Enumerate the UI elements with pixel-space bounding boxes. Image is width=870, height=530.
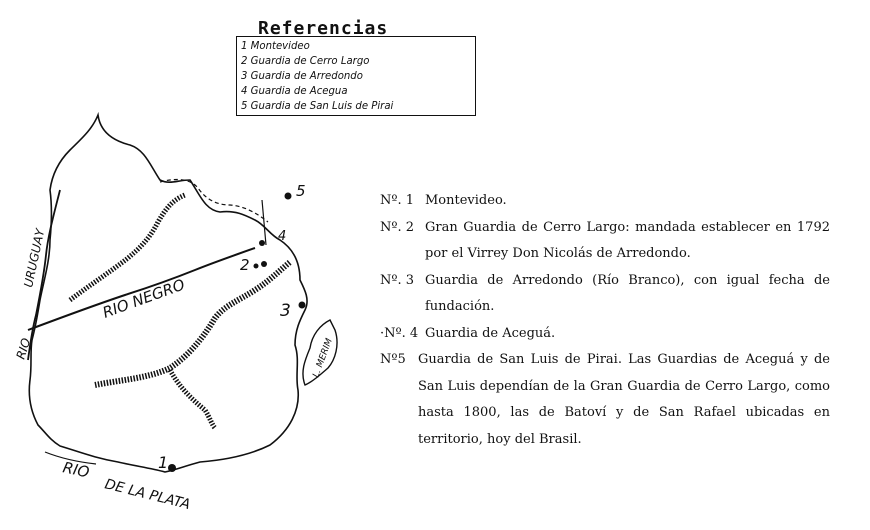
legend-number: ·Nº. 4 <box>380 325 419 341</box>
marker-5-label: 5 <box>296 182 306 200</box>
marker-2b-dot <box>254 264 259 269</box>
reference-item: 1 Montevideo <box>241 39 310 52</box>
legend-description: Montevideo. <box>425 193 507 208</box>
legend-entry-1 <box>380 188 830 215</box>
legend-description: Guardia de San Luis de Pirai. Las Guardias de Aceguá y de San Luis dependían de la Gran Guardia de Cerro Largo, como hasta 1800, las de Batoví y de San Rafael ubicadas en territorio, hoy del Brasil. <box>418 352 830 447</box>
laguna-merim-label: L. MERIM <box>311 337 335 380</box>
legend-number: Nº. 1 <box>380 193 415 208</box>
marker-1-label: 1 <box>158 453 169 472</box>
reference-item: 4 Guardia de Acegua <box>241 84 348 97</box>
legend-entry-5 <box>380 347 830 453</box>
marker-3-dot <box>299 302 306 309</box>
marker-2-label: 2 <box>240 256 250 274</box>
marker-3-label: 3 <box>280 301 291 321</box>
marker-2-dot <box>261 261 267 267</box>
legend-description: Guardia de Arredondo (Río Branco), con igual fecha de fundación. <box>425 272 830 314</box>
legend-description: Guardia de Aceguá. <box>425 325 556 341</box>
legend-number: Nº5 <box>380 352 406 367</box>
marker-4-dot <box>259 240 265 246</box>
legend-number: Nº. 2 <box>380 219 415 235</box>
reference-box <box>236 36 476 116</box>
rio-uruguay-label: URUGUAY <box>21 227 48 289</box>
reference-item: 5 Guardia de San Luis de Pirai <box>241 99 394 112</box>
marker-5-dot <box>285 193 292 200</box>
reference-item: 2 Guardia de Cerro Largo <box>241 54 370 67</box>
reference-item: 3 Guardia de Arredondo <box>241 69 363 82</box>
legend-entry-3 <box>380 268 830 321</box>
ridge-central <box>95 262 290 385</box>
rio-de-la-plata-label-1: RIO <box>61 458 91 482</box>
rio-negro-label: RIO NEGRO <box>100 275 188 322</box>
legend-description: Gran Guardia de Cerro Largo: mandada establecer en 1792 por el Virrey Don Nicolás de Arredondo. <box>425 219 830 261</box>
rio-prefix-label: RIO <box>13 336 34 361</box>
legend-number: Nº. 3 <box>380 272 415 288</box>
marker-1-dot <box>168 464 176 472</box>
reference-title: Referencias <box>258 18 389 39</box>
ridge-branch <box>170 370 215 428</box>
legend-entry-4 <box>380 321 830 348</box>
marker-4-label: 4 <box>278 229 287 244</box>
legend-entry-2 <box>380 215 830 268</box>
legend-text <box>380 188 830 453</box>
border-line-north <box>262 200 266 245</box>
rio-de-la-plata-label-2: DE LA PLATA <box>103 476 192 514</box>
